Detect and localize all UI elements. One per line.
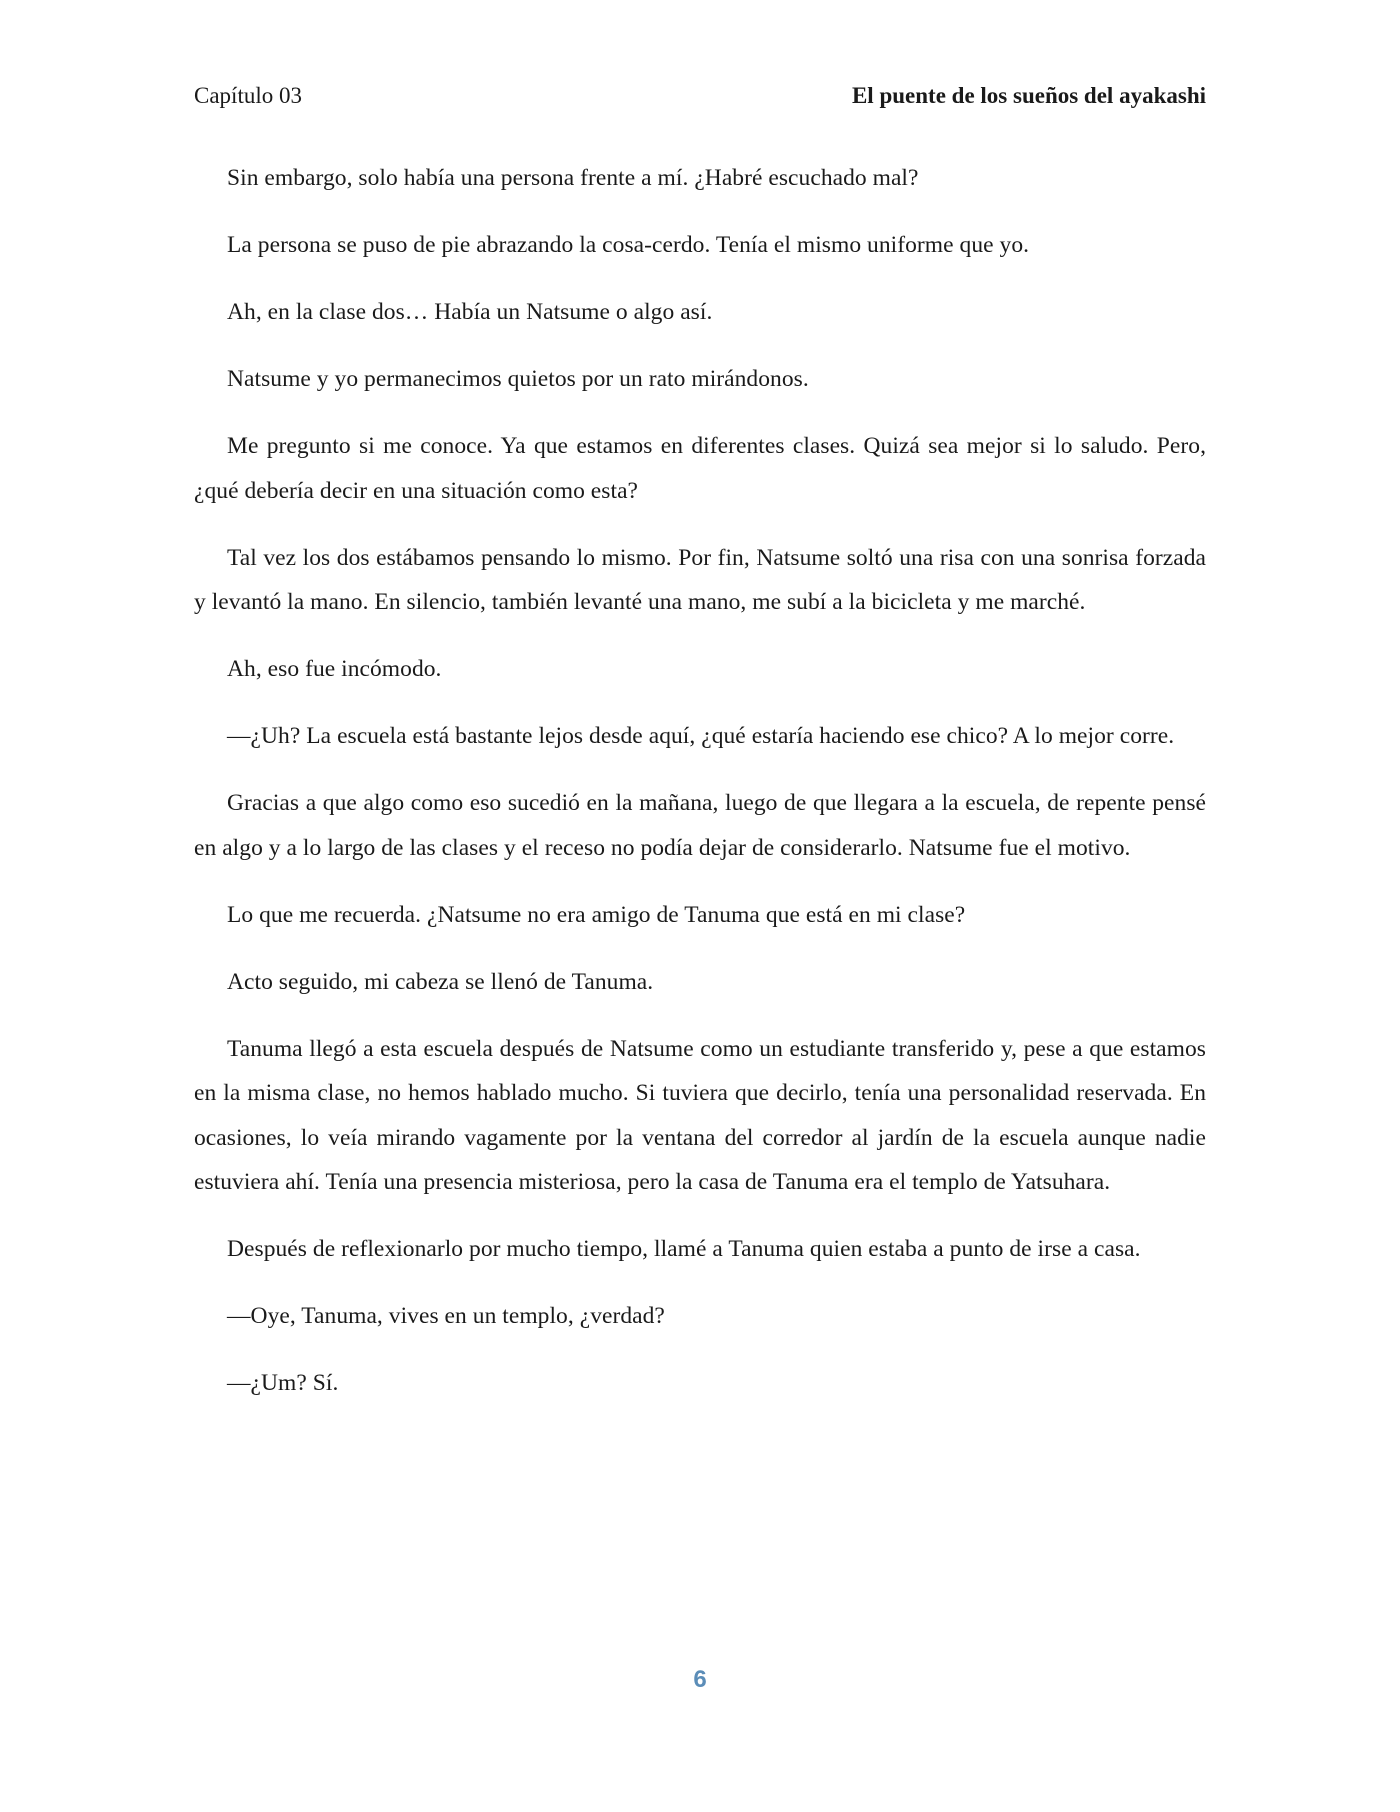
paragraph: Gracias a que algo como eso sucedió en la mañana, luego de que llegara a la escuela, de repente pensé en algo y a lo largo de las clases y el receso no podía dejar de considerarlo. Natsume fue el motivo.: [194, 790, 1206, 861]
paragraph: Acto seguido, mi cabeza se llenó de Tanuma.: [227, 968, 654, 995]
paragraph: —¿Uh? La escuela está bastante lejos desde aquí, ¿qué estaría haciendo ese chico? A lo mejor corre.: [227, 723, 1175, 750]
paragraph: Natsume y yo permanecimos quietos por un rato mirándonos.: [227, 365, 809, 392]
paragraph: —¿Um? Sí.: [227, 1370, 339, 1397]
paragraph: Después de reflexionarlo por mucho tiempo, llamé a Tanuma quien estaba a punto de irse a casa.: [227, 1236, 1141, 1263]
paragraph: Tanuma llegó a esta escuela después de Natsume como un estudiante transferido y, pese a que estamos en la misma clase, no hemos hablado mucho. Si tuviera que decirlo, tenía una personalidad reservada. En ocasiones, lo veía mirando vagamente por la ventana del corredor al jardín de la escuela aunque nadie estuviera ahí. Tenía una presencia misteriosa, pero la casa de Tanuma era el templo de Yatsuhara.: [194, 1035, 1206, 1196]
paragraph: Lo que me recuerda. ¿Natsume no era amigo de Tanuma que está en mi clase?: [227, 901, 966, 928]
paragraph: Sin embargo, solo había una persona frente a mí. ¿Habré escuchado mal?: [227, 165, 919, 191]
page-number: 6: [693, 1666, 707, 1693]
paragraph: Ah, en la clase dos… Había un Natsume o algo así.: [227, 298, 713, 325]
paragraph: La persona se puso de pie abrazando la cosa-cerdo. Tenía el mismo uniforme que yo.: [227, 231, 1030, 258]
paragraph: Ah, eso fue incómodo.: [227, 656, 442, 683]
chapter-label: Capítulo 03: [194, 83, 302, 108]
book-title: El puente de los sueños del ayakashi: [851, 83, 1206, 108]
paragraph: Me pregunto si me conoce. Ya que estamos en diferentes clases. Quizá sea mejor si lo saludo. Pero, ¿qué debería decir en una situación como esta?: [194, 432, 1206, 504]
paragraph: —Oye, Tanuma, vives en un templo, ¿verdad?: [227, 1303, 665, 1330]
paragraph: Tal vez los dos estábamos pensando lo mismo. Por fin, Natsume soltó una risa con una sonrisa forzada y levantó la mano. En silencio, también levanté una mano, me subí a la bicicleta y me marché.: [194, 544, 1206, 616]
body-text: [194, 156, 1206, 1428]
running-header: [194, 78, 1206, 114]
